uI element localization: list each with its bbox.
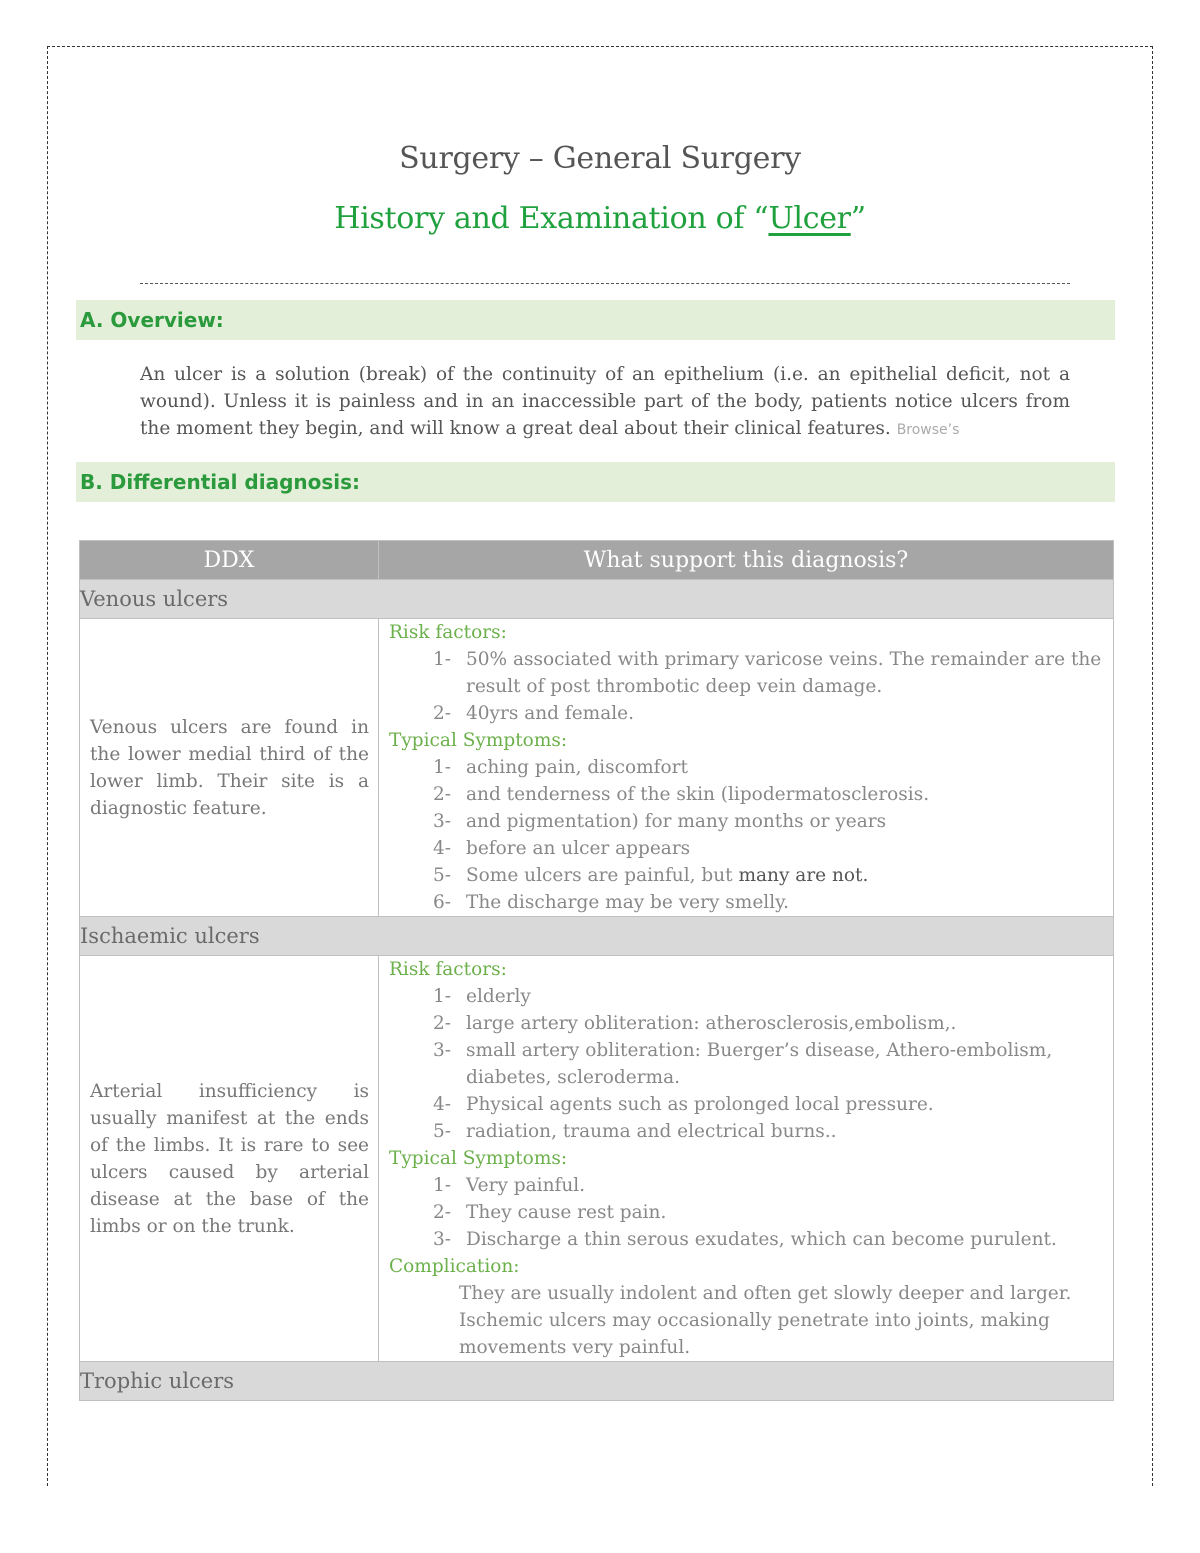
ischaemic-symptoms-list: [389, 1172, 1105, 1253]
list-item: aching pain, discomfort: [466, 757, 688, 778]
header-support: What support this diagnosis?: [379, 541, 1114, 580]
venous-details: [379, 619, 1114, 917]
subtitle-suffix: ”: [850, 201, 866, 236]
symptom-text-emphasis: many are not.: [732, 865, 869, 886]
venous-risk-label: Risk factors:: [389, 622, 507, 643]
category-row-ischaemic: [80, 917, 1114, 956]
ddx-table: [79, 540, 1114, 1401]
category-title-venous: Venous ulcers: [80, 580, 1114, 619]
list-item: [466, 862, 1105, 889]
subtitle-prefix: History and Examination of “: [334, 201, 769, 236]
title-separator: [140, 283, 1070, 284]
ischaemic-complication-text: They are usually indolent and often get slowly deeper and larger. Ischemic ulcers may occasionally penetrate into joints, making movements very painful.: [459, 1283, 1072, 1358]
ischaemic-description: Arterial insufficiency is usually manifest at the ends of the limbs. It is rare to see ulcers caused by arterial disease at the base of the limbs or on the trunk.: [80, 956, 379, 1362]
list-item: elderly: [466, 986, 531, 1007]
table-header-row: [80, 541, 1114, 580]
list-item: radiation, trauma and electrical burns..: [466, 1121, 837, 1142]
ischaemic-complication-label: Complication:: [389, 1256, 520, 1277]
ischaemic-risk-list: [389, 983, 1105, 1145]
ischaemic-symptoms-label: Typical Symptoms:: [389, 1148, 568, 1169]
category-title-ischaemic: Ischaemic ulcers: [80, 917, 1114, 956]
list-item: Physical agents such as prolonged local pressure.: [466, 1094, 934, 1115]
venous-symptoms-label: Typical Symptoms:: [389, 730, 568, 751]
section-heading-overview: A. Overview:: [76, 300, 1115, 340]
list-item: They cause rest pain.: [466, 1202, 667, 1223]
list-item: small artery obliteration: Buerger’s disease, Athero-embolism, diabetes, scleroderma.: [466, 1040, 1053, 1088]
list-item: The discharge may be very smelly.: [466, 892, 790, 913]
overview-paragraph: [140, 361, 1070, 444]
subtitle-keyword: Ulcer: [768, 201, 851, 236]
list-item: Discharge a thin serous exudates, which can become purulent.: [466, 1229, 1057, 1250]
category-row-venous: [80, 580, 1114, 619]
table-row-ischaemic: [80, 956, 1114, 1362]
list-item: and tenderness of the skin (lipodermatosclerosis.: [466, 784, 930, 805]
list-item: Very painful.: [466, 1175, 586, 1196]
category-title-trophic: Trophic ulcers: [80, 1362, 1114, 1401]
venous-description: Venous ulcers are found in the lower medial third of the lower limb. Their site is a diagnostic feature.: [80, 619, 379, 917]
ischaemic-details: [379, 956, 1114, 1362]
table-row-venous: [80, 619, 1114, 917]
section-heading-ddx: B. Differential diagnosis:: [76, 462, 1115, 502]
page-subtitle: [0, 201, 1200, 236]
ischaemic-risk-label: Risk factors:: [389, 959, 507, 980]
list-item: and pigmentation) for many months or years: [466, 811, 887, 832]
list-item: 50% associated with primary varicose veins. The remainder are the result of post thrombotic deep vein damage.: [466, 649, 1102, 697]
list-item: before an ulcer appears: [466, 838, 691, 859]
symptom-text: Some ulcers are painful, but: [466, 865, 733, 886]
overview-citation: Browse’s: [896, 422, 960, 438]
venous-symptoms-list: [389, 754, 1105, 916]
list-item: 40yrs and female.: [466, 703, 634, 724]
list-item: large artery obliteration: atherosclerosis,embolism,.: [466, 1013, 957, 1034]
venous-risk-list: [389, 646, 1105, 727]
header-ddx: DDX: [80, 541, 379, 580]
overview-text: An ulcer is a solution (break) of the continuity of an epithelium (i.e. an epithelial deficit, not a wound). Unless it is painless and in an inaccessible part of the body, patients notice ulcers from the moment they begin, and will know a great deal about their clinical features.: [140, 364, 1070, 439]
page-title: Surgery – General Surgery: [399, 141, 801, 176]
category-row-trophic: [80, 1362, 1114, 1401]
